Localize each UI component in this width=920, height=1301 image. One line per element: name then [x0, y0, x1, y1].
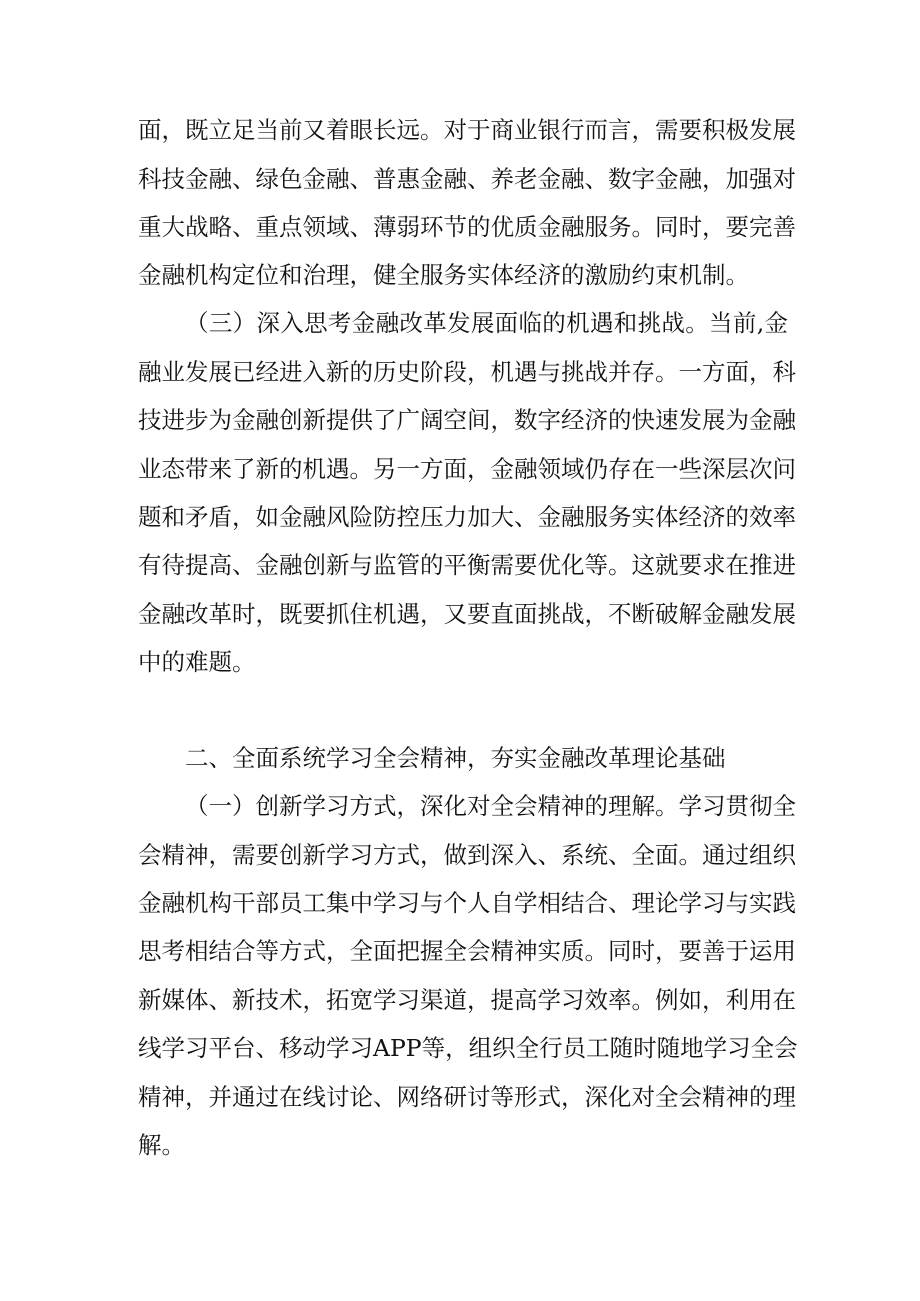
text-line: 面，既立足当前又着眼长远。对于商业银行而言，需要积极发展 — [138, 116, 796, 144]
text-line: 解。 — [138, 1131, 185, 1159]
text-line: 题和矛盾，如金融风险防控压力加大、金融服务实体经济的效率 — [138, 503, 796, 531]
text-line: 业态带来了新的机遇。另一方面，金融领域仍存在一些深层次问 — [138, 455, 796, 483]
text-line: 有待提高、金融创新与监管的平衡需要优化等。这就要求在推进 — [138, 551, 796, 579]
text-line: 金融机构干部员工集中学习与个人自学相结合、理论学习与实践 — [138, 889, 796, 917]
text-line: 金融改革时，既要抓住机遇，又要直面挑战，不断破解金融发展 — [138, 600, 796, 628]
text-line: （三）深入思考金融改革发展面临的机遇和挑战。当前,金 — [185, 309, 788, 337]
text-line: 重大战略、重点领域、薄弱环节的优质金融服务。同时，要完善 — [138, 213, 796, 241]
text-line: 融业发展已经进入新的历史阶段，机遇与挑战并存。一方面，科 — [138, 358, 796, 386]
text-line: 精神，并通过在线讨论、网络研讨等形式，深化对全会精神的理 — [138, 1083, 796, 1111]
text-line: 金融机构定位和治理，健全服务实体经济的激励约束机制。 — [138, 261, 749, 289]
text-line: 技进步为金融创新提供了广阔空间，数字经济的快速发展为金融 — [138, 406, 796, 434]
text-line: 思考相结合等方式，全面把握全会精神实质。同时，要善于运用 — [138, 937, 796, 965]
text-line: 线学习平台、移动学习APP等，组织全行员工随时随地学习全会 — [138, 1034, 798, 1062]
text-line: 中的难题。 — [138, 648, 256, 676]
section-heading: 二、全面系统学习全会精神，夯实金融改革理论基础 — [185, 744, 726, 772]
text-line: 会精神，需要创新学习方式，做到深入、系统、全面。通过组织 — [138, 841, 796, 869]
text-line: 科技金融、绿色金融、普惠金融、养老金融、数字金融，加强对 — [138, 165, 796, 193]
text-line: （一）创新学习方式，深化对全会精神的理解。学习贯彻全 — [185, 792, 796, 820]
text-line: 新媒体、新技术，拓宽学习渠道，提高学习效率。例如，利用在 — [138, 986, 796, 1014]
